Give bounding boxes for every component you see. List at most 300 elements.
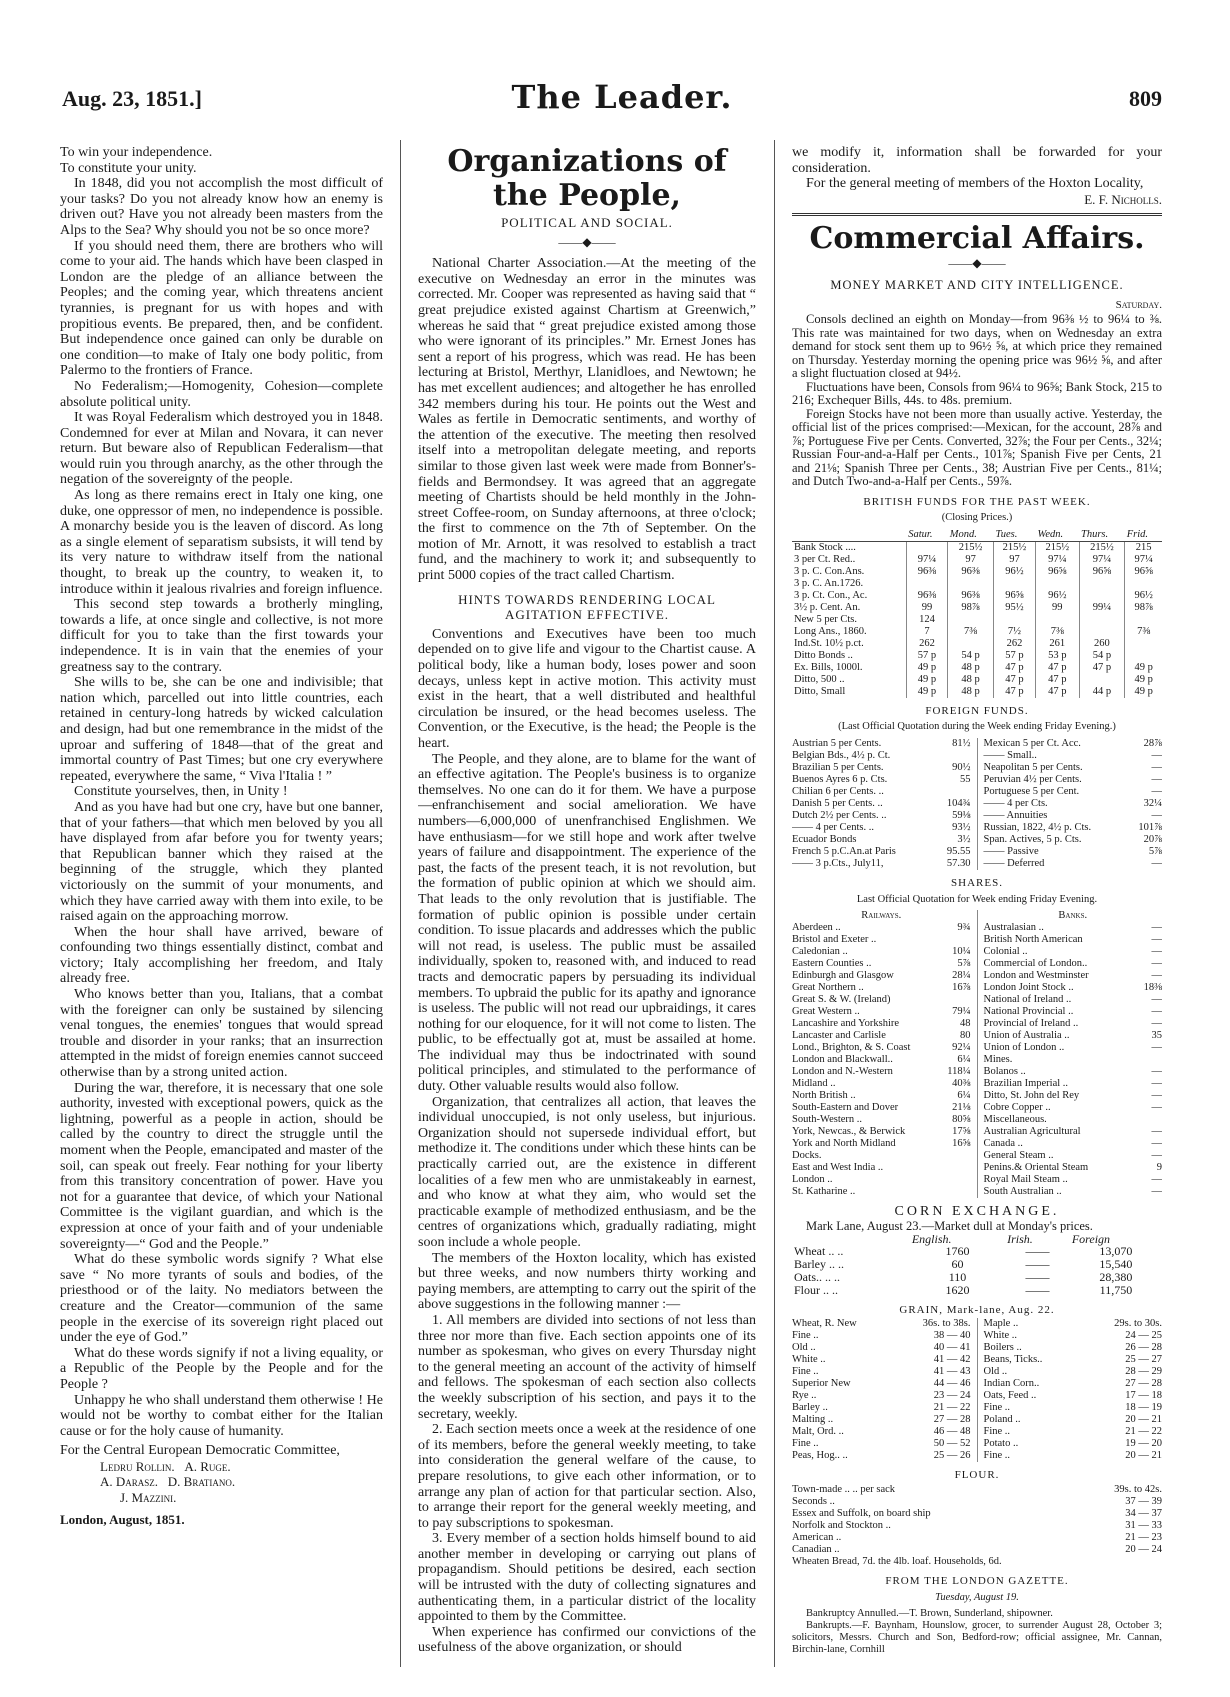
- item-label: —— 3 p.Cts., July11,: [792, 858, 884, 870]
- column-header: Satur.: [906, 529, 947, 542]
- paragraph: In 1848, did you not accomplish the most difficult of your tasks? Do you not already know how an enemy is driven out? Have you not already been masters from the Alps to the Sea? Why should you not be so once more?: [60, 176, 383, 238]
- table-cell: 110: [948, 1269, 967, 1284]
- banks-heading: Banks.: [1058, 910, 1088, 922]
- item-label: Barley ..: [792, 1402, 828, 1414]
- item-value: 39s. to 42s.: [1114, 1484, 1162, 1495]
- item-value: 46 — 48: [933, 1426, 971, 1438]
- table-cell: [1036, 614, 1079, 626]
- table-cell: 215½: [993, 541, 1035, 554]
- item-value: —: [1151, 762, 1162, 774]
- section-subheading: POLITICAL AND SOCIAL.: [501, 215, 673, 230]
- table-row: [792, 1258, 1162, 1271]
- paragraph: Consols declined an eighth on Monday—from 96⅜ ½ to 96¼ to ⅜. This rate was maintained for two days, when on Wednesday an extra demand for stock sent them up to 96½ ⅝, at which price they remained on Thursday. Yesterday morning the opening price was 96½ ⅝, and after a slight fluctuation closed at 94½.: [792, 312, 1162, 381]
- table-cell: 215½: [1079, 541, 1125, 554]
- paragraph: As long as there remains erect in Italy one king, one duke, one oppressor of men, no independence is possible. A monarchy beside you is the leaven of discord. As long as a single element of separatism subsists, it will tend by its very nature to withdraw itself from the national thought, to break up the country, to weaken it, to introduce within it jealous rivalries and foreign influence.: [60, 488, 383, 597]
- list-item: [984, 1126, 1163, 1138]
- column-header: English.: [911, 1231, 952, 1246]
- item-value: 5⅞: [1148, 846, 1162, 858]
- item-value: 34 — 37: [1125, 1508, 1162, 1519]
- item-label: Belgian Bds., 4½ p. Ct.: [792, 750, 891, 762]
- hoxton-signature: E. F. Nicholls.: [1084, 191, 1162, 207]
- foreign-funds-title: FOREIGN FUNDS.: [925, 704, 1029, 717]
- item-value: 38 — 40: [933, 1330, 971, 1342]
- list-item: [984, 786, 1163, 798]
- list-item: [792, 1484, 1162, 1496]
- list-item: [792, 1054, 971, 1066]
- list-item: [984, 810, 1163, 822]
- item-value: 20 — 21: [1125, 1414, 1162, 1426]
- foreign-funds-subtitle: (Last Official Quotation during the Week ending Friday Evening.): [838, 721, 1116, 733]
- list-item: [984, 834, 1163, 846]
- item-value: —: [1151, 1174, 1162, 1186]
- item-value: —: [1151, 946, 1162, 958]
- item-value: —: [1151, 1138, 1162, 1150]
- table-row: [792, 1284, 1162, 1297]
- table-cell: 11,750: [1099, 1282, 1133, 1297]
- money-market-day: Saturday.: [1115, 298, 1162, 311]
- list-item: [792, 1174, 971, 1186]
- item-label: Norfolk and Stockton ..: [792, 1520, 891, 1531]
- table-cell: [1079, 578, 1125, 590]
- table-cell: 54 p: [1079, 650, 1125, 662]
- signatory: D. Bratiano.: [167, 1474, 236, 1490]
- column-header: [792, 1233, 910, 1245]
- table-cell: 60: [951, 1256, 964, 1271]
- list-item: [792, 858, 971, 870]
- table-cell: 96⅝: [1036, 566, 1079, 578]
- list-item: [792, 1186, 971, 1198]
- item-label: Lond., Brighton, & S. Coast: [792, 1042, 911, 1054]
- item-label: Brazilian 5 per Cents.: [792, 762, 884, 774]
- item-value: —: [1151, 1078, 1162, 1090]
- table-cell: 97¼: [1125, 554, 1162, 566]
- flour-title: FLOUR.: [954, 1469, 1000, 1482]
- item-value: 9: [1156, 1162, 1162, 1174]
- list-item: [792, 1162, 971, 1174]
- list-item: [792, 798, 971, 810]
- paragraph: What do these words signify if not a living equality, or a Republic of the People by the People and for the People ?: [60, 1345, 383, 1392]
- list-item: [984, 982, 1163, 994]
- item-label: —— Passive: [983, 846, 1039, 858]
- item-label: National Provincial ..: [983, 1006, 1074, 1018]
- table-row: [792, 662, 1162, 674]
- list-item: [984, 846, 1163, 858]
- paragraph: When experience has confirmed our convictions of the usefulness of the above organization, or should: [418, 1624, 756, 1656]
- table-cell: 49 p: [906, 662, 947, 674]
- item-value: 17 — 18: [1125, 1390, 1162, 1402]
- table-cell: 47 p: [1036, 674, 1079, 686]
- list-item: [792, 762, 971, 774]
- item-value: 20⅞: [1143, 834, 1162, 846]
- list-item: [792, 1438, 971, 1450]
- item-value: —: [1151, 1102, 1162, 1114]
- list-item: [984, 1426, 1163, 1438]
- table-row: [792, 638, 1162, 650]
- item-value: —: [1151, 994, 1162, 1006]
- item-value: 28 — 29: [1125, 1366, 1162, 1378]
- table-cell: [1125, 614, 1162, 626]
- item-label: French 5 p.C.An.at Paris: [792, 846, 896, 858]
- signatory: A. Darasz.: [100, 1474, 159, 1490]
- item-label: White ..: [792, 1354, 826, 1366]
- item-label: Oats, Feed ..: [983, 1390, 1037, 1402]
- item-label: Mexican 5 per Ct. Acc.: [983, 738, 1081, 750]
- item-label: Superior New: [792, 1378, 851, 1390]
- table-cell: Flour .. ..: [794, 1282, 839, 1297]
- list-item: [792, 1402, 971, 1414]
- item-value: 40 — 41: [933, 1342, 971, 1354]
- table-row: [792, 626, 1162, 638]
- item-label: Town-made .. .. per sack: [792, 1484, 896, 1495]
- table-cell: 47 p: [1036, 662, 1079, 674]
- table-row: [792, 1271, 1162, 1284]
- item-label: Lancashire and Yorkshire: [792, 1018, 900, 1030]
- list-item: [792, 1414, 971, 1426]
- paragraph: When the hour shall have arrived, beware of confounding two things essentially distinct, combat and victory; Italy accomplishing her freedom, and Italy already free.: [60, 924, 383, 987]
- table-row: [792, 686, 1162, 698]
- item-label: Peruvian 4½ per Cents.: [983, 774, 1082, 786]
- table-cell: 49 p: [906, 674, 947, 686]
- item-value: 27 — 28: [1125, 1378, 1162, 1390]
- list-item: [984, 1102, 1163, 1114]
- list-item: [984, 1390, 1163, 1402]
- item-label: Malt, Ord. ..: [792, 1426, 844, 1438]
- flour-table: [792, 1484, 1162, 1568]
- list-item: [984, 1006, 1163, 1018]
- list-item: [984, 1054, 1163, 1066]
- table-cell: 97: [993, 554, 1035, 566]
- item-label: Eastern Counties ..: [792, 958, 872, 970]
- item-label: Old ..: [792, 1342, 816, 1354]
- item-value: —: [1151, 934, 1162, 946]
- item-label: British North American: [983, 934, 1083, 946]
- item-label: General Steam ..: [983, 1150, 1054, 1162]
- item-value: 10¼: [952, 946, 971, 958]
- item-value: 41 — 42: [933, 1354, 971, 1366]
- item-value: 80: [960, 1030, 971, 1042]
- table-cell: 95½: [993, 602, 1035, 614]
- list-item: [792, 946, 971, 958]
- table-cell: 96⅝: [993, 590, 1035, 602]
- item-value: —: [1151, 774, 1162, 786]
- paragraph: Foreign Stocks have not been more than usually active. Yesterday, the official list of the prices comprised:—Mexican, for the account, 28⅞ and ⅞; Portuguese Five per Cents. Converted, 32⅞; the Four per Cents., 32¼; Russian Four-and-a-Half per Cents., 101⅞; Spanish Five per Cents, 21 and 21⅛; Spanish Three per Cents., 38; Austrian Five per Cents., 81¼; and Dutch Two-and-a-Half per Cents., 59⅞.: [792, 406, 1162, 489]
- table-cell: [948, 614, 994, 626]
- column-header: Irish.: [1007, 1231, 1033, 1246]
- item-value: 79¼: [952, 1006, 971, 1018]
- item-label: Fine ..: [983, 1402, 1011, 1414]
- list-item: [984, 946, 1163, 958]
- list-item: [984, 1174, 1163, 1186]
- item-label: Rye ..: [792, 1390, 817, 1402]
- table-cell: 99: [906, 602, 947, 614]
- table-row: [792, 614, 1162, 626]
- table-cell: 7½: [993, 626, 1035, 638]
- table-cell: Ditto Bonds ..: [794, 649, 853, 661]
- item-value: 21 — 23: [1125, 1532, 1162, 1543]
- item-label: Boilers ..: [983, 1342, 1022, 1354]
- table-cell: 48 p: [948, 662, 994, 674]
- list-item: [792, 1078, 971, 1090]
- item-label: —— 4 per Cts.: [983, 798, 1048, 810]
- item-value: —: [1151, 1126, 1162, 1138]
- table-cell: 260: [1079, 638, 1125, 650]
- item-value: 20 — 21: [1125, 1450, 1162, 1462]
- paragraph: She wills to be, she can be one and indivisible; that nation which, parcelled out into little countries, each retained in century-long hatreds by wicked calculation and design, had but one remembrance in the midst of the uproar and suffering of 1848—that of the great and immortal country of Past Times; but one cry everywhere repeated, everywhere the same, “ Viva l'Italia ! ”: [60, 675, 383, 784]
- list-item: [792, 1318, 971, 1330]
- list-item: [984, 994, 1163, 1006]
- table-row: [792, 566, 1162, 578]
- list-item: [792, 970, 971, 982]
- item-label: Dutch 2½ per Cents. ..: [792, 810, 887, 822]
- table-cell: Bank Stock ....: [794, 541, 856, 553]
- table-cell: 7⅜: [1036, 626, 1079, 638]
- paragraph: The People, and they alone, are to blame for the want of an effective agitation. The People's business is to organize themselves. No one can do it for them. We have a purpose—enfranchisement and social amelioration. We have numbers—6,000,000 of unenfranchised Englishmen. We have enthusiasm—for we still hope and work after twelve years of failure and disappointment. The experience of the past, the facts of the present teach, it is not revolution, but the formation of public opinion at which we should aim. That leads to the only revolution that is justifiable. The formation of public opinion is possible under certain condition. To issue placards and addresses which the public will not read, is useless. The public must be assailed individually, spoken to, reasoned with, and induced to read tracts and democratic papers by persuading its individual members. To upbraid the public for its apathy and ignorance is useless. The public will not read our upbraidings, it cares nothing for our eloquence, for it will not come to listen. The public, to be effectually got at, must be assailed at home. The individual may thus be indoctrinated with sound political principles, and stimulated to the performance of duty. Other valuable results would also follow.: [418, 751, 756, 1095]
- table-cell: New 5 per Cts.: [794, 613, 857, 625]
- paragraph: What do these symbolic words signify ? What else save “ No more tyrants of souls and bodies, of the priesthood or of the laity. No mediators between the creature and the Creator—communion of the same people in the exercise of its sovereign right placed out under the eye of God.”: [60, 1252, 383, 1346]
- table-cell: 47 p: [1079, 662, 1125, 674]
- list-item: [792, 1030, 971, 1042]
- table-cell: 1760: [945, 1243, 970, 1258]
- item-value: 92¼: [952, 1042, 971, 1054]
- gazette-text: [792, 1608, 1162, 1656]
- item-label: Fine ..: [983, 1426, 1011, 1438]
- list-item: [792, 1114, 971, 1126]
- table-cell: 3 p. Ct. Con., Ac.: [794, 589, 868, 601]
- item-label: South-Eastern and Dover: [792, 1102, 899, 1114]
- signatory: A. Ruge.: [184, 1458, 231, 1474]
- shares-table: [792, 910, 1162, 1198]
- list-item: [792, 1532, 1162, 1544]
- paragraph: National Charter Association.—At the meeting of the executive on Wednesday an error in the minutes was corrected. Mr. Cooper was represented as having said that “ great prejudice existed against Chartism at Greenwich,” whereas he said that “ great prejudice existed among those who were ignorant of its principles.” Mr. Ernest Jones has sent a report of his progress, which was read. He has been lecturing at Bristol, Merthyr, Llanidloes, and Newtown; he has met excellent audiences; and altogether he has enrolled 342 members during his tour. He points out the West and Wales as fertile in Democratic sentiments, and worthy of the attention of the executive. The meeting then resolved itself into a metropolitan delegate meeting, and reports similar to those given last week were made from Bonner's-fields and Bermondsey. It was agreed that an aggregate meeting of Chartists should be held monthly in the John-street Coffee-room, on Sunday afternoons, at three o'clock; the first to commence on the 7th of September. On the motion of Mr. Arnott, it was resolved to establish a tract fund, and the machinery to work it; and subsequently to print 5000 copies of the tract called Chartism.: [418, 256, 756, 584]
- table-cell: 3½ p. Cent. An.: [794, 601, 861, 613]
- item-value: 80⅝: [952, 1114, 971, 1126]
- paragraph: Bankruptcy Annulled.—T. Brown, Sunderland, shipowner.: [806, 1608, 1053, 1620]
- paragraph: 1. All members are divided into sections of not less than three nor more than five. Each section appoints one of its number as spokesman, who gives on every Thursday night to the general meeting an account of the activity of himself and fellows. The spokesman of each section also collects the weekly subscription of his section, and pays it to the secretary, weekly.: [418, 1312, 756, 1422]
- item-value: —: [1151, 858, 1162, 870]
- table-cell: 97¼: [906, 554, 947, 566]
- table-cell: 215: [1125, 541, 1162, 554]
- signature-intro: For the Central European Democratic Committee,: [60, 1443, 340, 1459]
- item-value: 16⅞: [952, 982, 971, 994]
- list-item: [984, 1318, 1163, 1330]
- item-label: North British ..: [792, 1090, 856, 1102]
- item-value: 24 — 25: [1125, 1330, 1162, 1342]
- table-cell: 7: [906, 626, 947, 638]
- table-cell: 96½: [993, 566, 1035, 578]
- paragraph: To win your independence.: [60, 145, 213, 160]
- table-cell: 96⅜: [948, 566, 994, 578]
- list-item: [984, 1438, 1163, 1450]
- table-cell: 44 p: [1079, 686, 1125, 698]
- table-cell: Oats.. .. ..: [794, 1269, 840, 1284]
- list-item: [792, 1544, 1162, 1556]
- item-label: —— Annuities: [983, 810, 1048, 822]
- item-label: Great S. & W. (Ireland): [792, 994, 891, 1006]
- table-cell: 47 p: [993, 686, 1035, 698]
- table-cell: Ditto, 500 ..: [794, 673, 845, 685]
- item-label: Span. Actives, 5 p. Cts.: [983, 834, 1082, 846]
- table-cell: 1620: [945, 1282, 970, 1297]
- list-item: [984, 922, 1163, 934]
- item-value: 55: [960, 774, 971, 786]
- column-header: Wedn.: [1036, 529, 1079, 542]
- item-label: Miscellaneous.: [983, 1114, 1047, 1126]
- issue-date: Aug. 23, 1851.]: [62, 86, 202, 111]
- table-cell: 54 p: [948, 650, 994, 662]
- item-label: Potato ..: [983, 1438, 1019, 1450]
- table-cell: 215½: [1036, 541, 1079, 554]
- paragraph: If you should need them, there are brothers who will come to your aid. The hands which have been clasped in London are the pledge of an alliance between the Peoples; and the coming year, which threatens ancient tyrannies, is pregnant for us with hopes and with propitious events. Be prepared, then, and be confident. But independence once gained can only be durable on one condition—to make of Italy one body politic, from Palermo to the frontiers of France.: [60, 238, 383, 379]
- item-value: 18 — 19: [1125, 1402, 1162, 1414]
- corn-exchange-table: [792, 1233, 1162, 1297]
- item-value: 93½: [952, 822, 971, 834]
- item-value: 23 — 24: [933, 1390, 971, 1402]
- signatories: [60, 1459, 383, 1506]
- list-item: [792, 1556, 1162, 1568]
- signatory: J. Mazzini.: [120, 1490, 177, 1506]
- paragraph: The members of the Hoxton locality, which has existed but three weeks, and now numbers thirty working and paying members, are attempting to carry out the spirit of the above suggestions in the following manner :—: [418, 1250, 756, 1313]
- item-value: —: [1151, 1006, 1162, 1018]
- address-text: [60, 145, 383, 1439]
- list-item: [984, 1378, 1163, 1390]
- section-heading: Organizations of the People,: [447, 145, 727, 213]
- table-cell: 261: [1036, 638, 1079, 650]
- list-item: [792, 1342, 971, 1354]
- item-value: 41 — 43: [933, 1366, 971, 1378]
- table-cell: ——: [1025, 1269, 1050, 1284]
- item-value: 17⅝: [952, 1126, 971, 1138]
- charter-association-report: [418, 256, 756, 583]
- list-item: [984, 1078, 1163, 1090]
- list-item: [984, 1450, 1163, 1462]
- item-label: Edinburgh and Glasgow: [792, 970, 894, 982]
- item-value: 40⅜: [952, 1078, 971, 1090]
- list-item: [984, 1402, 1163, 1414]
- item-value: 27 — 28: [933, 1414, 971, 1426]
- item-value: 90½: [952, 762, 971, 774]
- table-cell: 96⅝: [1125, 566, 1162, 578]
- item-label: Chilian 6 per Cents. ..: [792, 786, 884, 798]
- item-value: 44 — 46: [933, 1378, 971, 1390]
- table-cell: ——: [1025, 1282, 1050, 1297]
- item-value: 9¾: [957, 922, 971, 934]
- list-item: [792, 1138, 971, 1150]
- item-label: Penins.& Oriental Steam: [983, 1162, 1089, 1174]
- table-cell: 96⅜: [906, 566, 947, 578]
- item-label: Midland ..: [792, 1078, 836, 1090]
- table-cell: 215½: [948, 541, 994, 554]
- item-value: 5⅞: [957, 958, 971, 970]
- item-label: London Joint Stock ..: [983, 982, 1074, 994]
- table-cell: [906, 541, 947, 554]
- list-item: [984, 1138, 1163, 1150]
- item-value: 36s. to 38s.: [922, 1318, 971, 1330]
- item-label: Seconds ..: [792, 1496, 835, 1507]
- paragraph: During the war, therefore, it is necessary that one sole authority, invested with exceptional powers, quick as the lightning, powerful as a people in action, should be called by the country to direct the struggle until the moment when the People, emancipated and master of the soil, can speak out freely. Fear nothing for your liberty from this transitory concentration of power. Have you not for a guarantee that device, of which your National Committee is the vigilant guardian, and which is the expression at once of your faith and of your undeniable sovereignty—“ God and the People.”: [60, 1080, 383, 1252]
- list-item: [984, 762, 1163, 774]
- item-label: Danish 5 per Cents. ..: [792, 798, 883, 810]
- item-label: Royal Mail Steam ..: [983, 1174, 1068, 1186]
- table-cell: [1036, 578, 1079, 590]
- item-label: Provincial of Ireland ..: [983, 1018, 1079, 1030]
- item-value: 35: [1151, 1030, 1162, 1042]
- item-label: —— 4 per Cents. ..: [792, 822, 874, 834]
- list-item: [792, 738, 971, 750]
- masthead: [62, 78, 1162, 118]
- item-value: —: [1151, 1066, 1162, 1078]
- list-item: [984, 1090, 1163, 1102]
- table-cell: 262: [906, 638, 947, 650]
- item-value: 19 — 20: [1125, 1438, 1162, 1450]
- list-item: [792, 958, 971, 970]
- corn-exchange-title: CORN EXCHANGE.: [894, 1204, 1060, 1220]
- table-cell: 15,540: [1099, 1256, 1133, 1271]
- table-cell: [993, 578, 1035, 590]
- item-label: Bristol and Exeter ..: [792, 934, 877, 946]
- table-cell: Ditto, Small: [794, 685, 846, 697]
- item-value: —: [1151, 1090, 1162, 1102]
- item-label: Indian Corn..: [983, 1378, 1040, 1390]
- column-header: Foreign: [1071, 1231, 1111, 1246]
- item-label: Australian Agricultural: [983, 1126, 1081, 1138]
- item-value: 95.55: [946, 846, 971, 858]
- list-item: [984, 1414, 1163, 1426]
- table-cell: Wheat .. ..: [794, 1243, 844, 1258]
- list-item: [792, 922, 971, 934]
- item-label: Commercial of London..: [983, 958, 1088, 970]
- list-item: [792, 1378, 971, 1390]
- table-cell: [993, 614, 1035, 626]
- table-cell: 124: [906, 614, 947, 626]
- list-item: [984, 858, 1163, 870]
- item-label: Ditto, St. John del Rey: [983, 1090, 1080, 1102]
- item-value: 32¼: [1143, 798, 1162, 810]
- column-rule: [400, 140, 401, 1667]
- british-funds-subtitle: (Closing Prices.): [941, 512, 1013, 524]
- list-item: [792, 1066, 971, 1078]
- list-item: [792, 1366, 971, 1378]
- item-value: —: [1151, 1150, 1162, 1162]
- column-header: [792, 529, 906, 542]
- section-heading: Commercial Affairs.: [809, 221, 1145, 257]
- gazette-title: FROM THE LONDON GAZETTE.: [885, 1575, 1069, 1587]
- list-item: [792, 834, 971, 846]
- item-value: —: [1151, 1018, 1162, 1030]
- list-item: [984, 1330, 1163, 1342]
- item-label: London ..: [792, 1174, 833, 1186]
- table-cell: 99¼: [1079, 602, 1125, 614]
- item-label: Russian, 1822, 4½ p. Cts.: [983, 822, 1092, 834]
- item-label: Bolanos ..: [983, 1066, 1026, 1078]
- list-item: [792, 1520, 1162, 1532]
- item-label: Great Northern ..: [792, 982, 864, 994]
- table-row: [792, 602, 1162, 614]
- item-label: Old ..: [983, 1366, 1008, 1378]
- item-label: National of Ireland ..: [983, 994, 1072, 1006]
- table-cell: [1125, 650, 1162, 662]
- list-item: [792, 982, 971, 994]
- item-value: 6¼: [957, 1090, 971, 1102]
- list-item: [984, 798, 1163, 810]
- list-item: [792, 846, 971, 858]
- foreign-funds-table: [792, 738, 1162, 870]
- shares-title: SHARES.: [951, 877, 1003, 890]
- list-item: [792, 1126, 971, 1138]
- british-funds-table: [792, 529, 1162, 698]
- item-value: 20 — 24: [1125, 1544, 1162, 1555]
- list-item: [984, 934, 1163, 946]
- table-cell: 3 p. C. An.1726.: [794, 577, 864, 589]
